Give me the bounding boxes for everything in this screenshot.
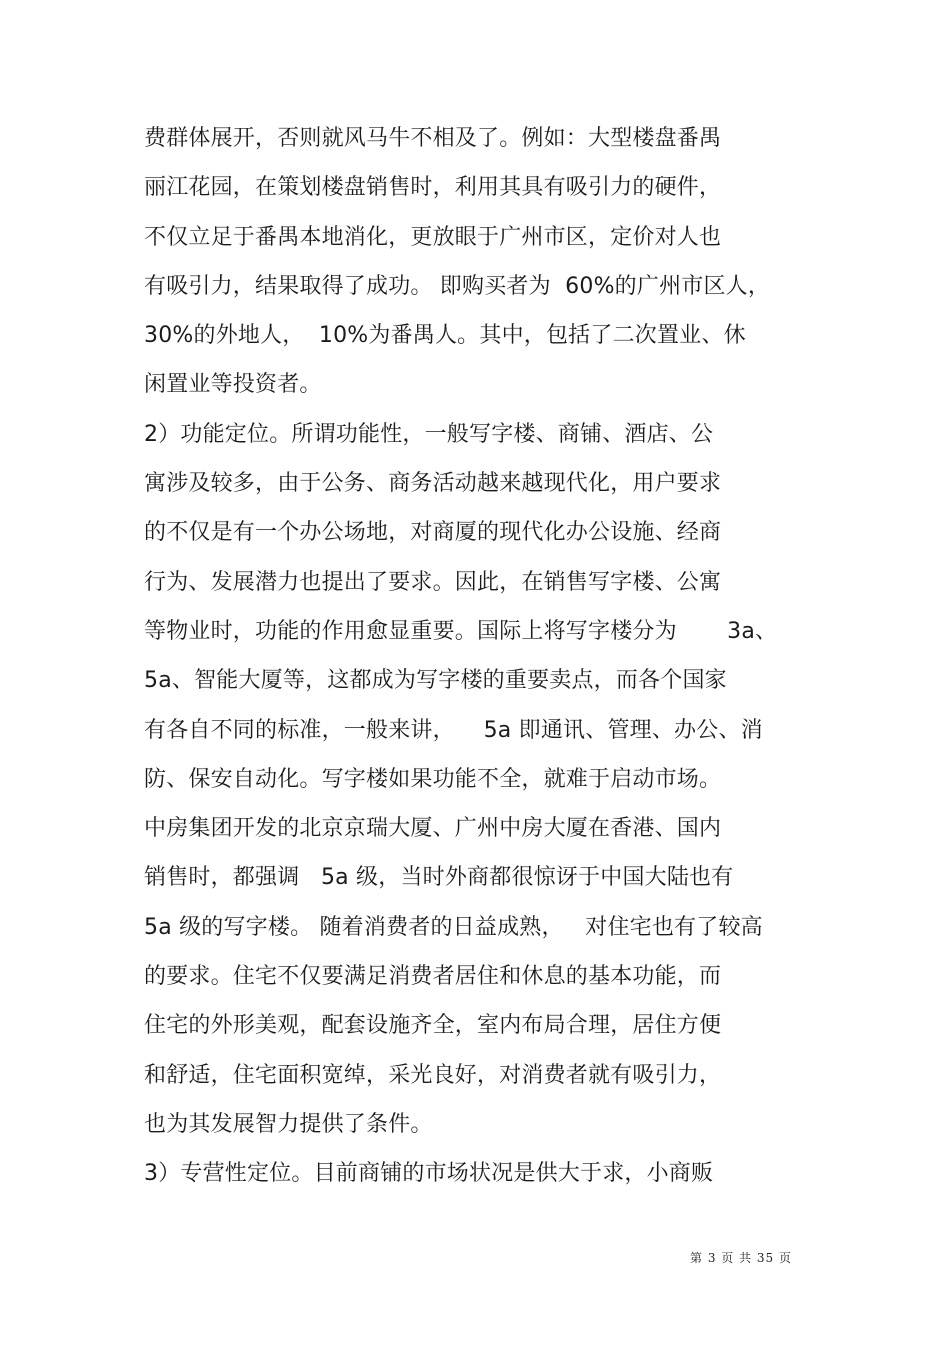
text-line: 等物业时，功能的作用愈显重要。国际上将写字楼分为 3a、 (144, 618, 778, 644)
text-line: 不仅立足于番禺本地消化，更放眼于广州市区，定价对人也 (144, 224, 722, 250)
text-line: 3）专营性定位。目前商铺的市场状况是供大于求，小商贩 (144, 1161, 714, 1187)
text-line: 销售时，都强调 5a 级，当时外商都很惊讶于中国大陆也有 (144, 865, 734, 891)
text-line: 也为其发展智力提供了条件。 (144, 1111, 433, 1137)
text-line: 有吸引力，结果取得了成功。 即购买者为 60%的广州市区人， (144, 273, 771, 299)
text-line: 闲置业等投资者。 (144, 372, 322, 398)
text-line: 有各自不同的标准，一般来讲， 5a 即通讯、管理、办公、消 (144, 717, 763, 743)
text-line: 30%的外地人， 10%为番禺人。其中，包括了二次置业、休 (144, 323, 746, 349)
text-line: 丽江花园，在策划楼盘销售时，利用其具有吸引力的硬件， (144, 175, 722, 201)
text-line: 的要求。住宅不仅要满足消费者居住和休息的基本功能，而 (144, 964, 722, 990)
text-line: 费群体展开，否则就风马牛不相及了。例如：大型楼盘番禺 (144, 126, 722, 151)
text-line: 的不仅是有一个办公场地，对商厦的现代化办公设施、经商 (144, 520, 722, 546)
text-line: 行为、发展潜力也提出了要求。因此，在销售写字楼、公寓 (144, 569, 722, 595)
text-line: 防、保安自动化。写字楼如果功能不全，就难于启动市场。 (144, 766, 722, 792)
body-text (144, 119, 824, 1204)
text-line: 中房集团开发的北京京瑞大厦、广州中房大厦在香港、国内 (144, 816, 722, 842)
text-line: 和舒适，住宅面积宽绰，采光良好，对消费者就有吸引力， (144, 1062, 722, 1088)
page-number-footer: 第 3 页 共 35 页 (690, 1251, 792, 1265)
text-line: 5a 级的写字楼。 随着消费者的日益成熟， 对住宅也有了较高 (144, 914, 763, 940)
text-line: 2）功能定位。所谓功能性，一般写字楼、商铺、酒店、公 (144, 421, 714, 447)
text-line: 住宅的外形美观，配套设施齐全，室内布局合理，居住方便 (144, 1013, 722, 1039)
text-line: 5a、智能大厦等，这都成为写字楼的重要卖点，而各个国家 (144, 668, 727, 694)
text-line: 寓涉及较多，由于公务、商务活动越来越现代化，用户要求 (144, 471, 722, 497)
